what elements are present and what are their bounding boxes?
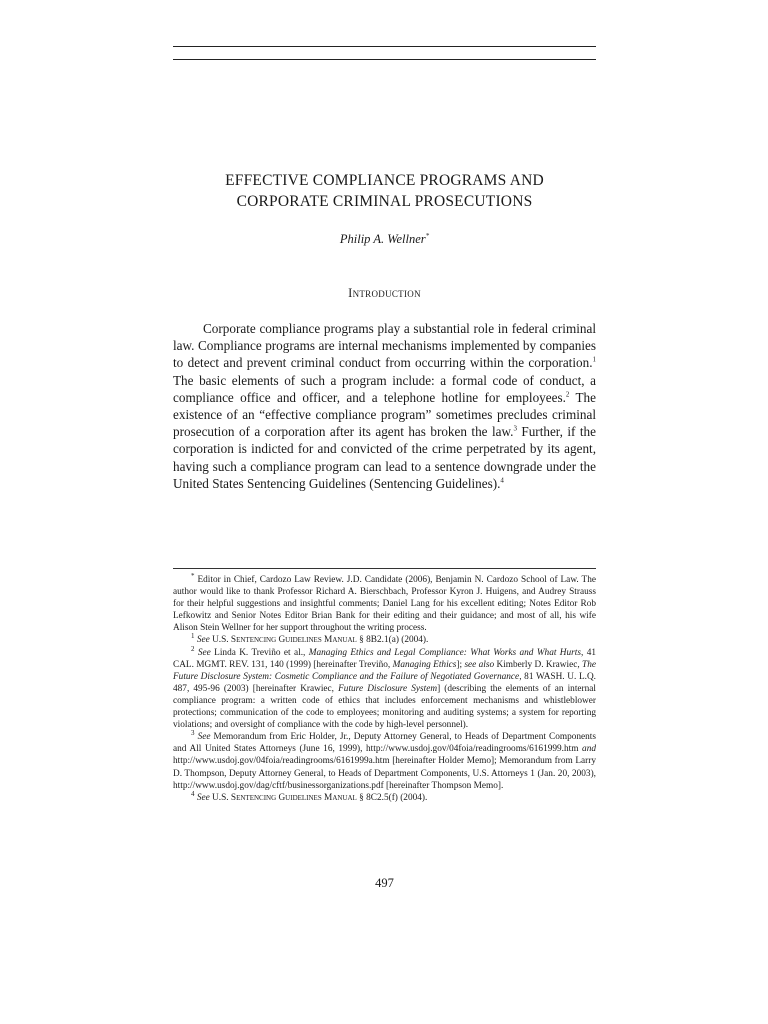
footnote-italic: Managing Ethics [392, 659, 457, 670]
footnote-text: , 41 CAL. MGMT. REV. 131, 140 (1999) [hereinafter Treviño, [173, 647, 596, 670]
footnote-author [173, 571, 596, 634]
footnote-2 [173, 644, 597, 732]
introduction-paragraph [173, 320, 596, 492]
footnote-text: Memorandum from Eric Holder, Jr., Deputy Attorney General, to Heads of Department Components and All United States Attorneys (June 16, 1999), http://www.usdoj.gov/04foia/readingrooms/6161999.htm [173, 732, 596, 755]
footnote-italic: and [582, 744, 596, 755]
page-number: 497 [375, 876, 394, 890]
footnote-number: 2 [191, 644, 195, 653]
signal-see: See [197, 647, 211, 658]
footnote-italic: Managing Ethics and Legal Compliance: What Works and What Hurts [308, 647, 581, 658]
body-text-2: The basic elements of such a program include: a formal code of conduct, a compliance office and officer, and a telephone hotline for employees. [173, 372, 596, 405]
footnote-text: Linda K. Treviño et al., [210, 647, 309, 658]
footnote-text: ] (describing the elements of an internal compliance program: a written code of ethics that includes enforcement mechanisms and whistleblower protections; communication of the code to employees; monitoring and auditing systems; a system for reporting violations; and oversight of compliance with the code by high-level personnel). [173, 683, 596, 731]
footnote-text: § 8C2.5(f) (2004). [356, 792, 428, 803]
footnote-text: Editor in Chief, Cardozo Law Review. J.D. Candidate (2006), Benjamin N. Cardozo School of Law. The author would like to thank Professor Richard A. Bierschbach, Professor Kyron J. Huigens, and Audrey Strauss for their helpful suggestions and insightful comments; Daniel Lang for his excellent editing; Notes Editor Rob Lefkowitz and Senior Notes Editor Brian Bank for their editing and their guidance; and most of all, his wife Alison Stein Wellner for her support throughout the writing process. [173, 575, 596, 634]
footnote-number: 3 [191, 729, 195, 738]
footnote-italic: see also [464, 659, 495, 670]
footnote-small-caps: Sentencing Guidelines Manual [230, 635, 357, 646]
body-text-4: Further, if the corporation is indicted for and convicted of the crime perpetrated by its agent, having such a compliance program can lead to a sentence downgrade under the United States Sentencing Guidelines (Sentencing Guidelines). [173, 424, 596, 491]
title-line-2: CORPORATE CRIMINAL PROSECUTIONS [236, 193, 533, 210]
signal-see: See [196, 792, 210, 803]
footnote-1 [173, 634, 596, 646]
footnote-ref-1: 1 [592, 356, 596, 365]
body-text-3: The existence of an “effective compliance program” sometimes precludes criminal prosecution of a corporation after its agent has broken the law. [173, 389, 596, 440]
footnote-3 [173, 731, 596, 791]
footnote-4 [173, 789, 596, 804]
footnotes [173, 571, 597, 804]
footnote-mark: * [191, 571, 195, 580]
header-rule-bottom [173, 59, 596, 60]
footnote-number: 4 [191, 789, 195, 798]
header-rule-top [173, 46, 596, 47]
footnote-ref-3: 3 [513, 424, 517, 433]
footnote-text: § 8B2.1(a) (2004). [356, 635, 429, 646]
footnote-small-caps: Sentencing Guidelines Manual [230, 792, 357, 803]
footnote-italic: Future Disclosure System [338, 683, 438, 694]
section-heading: Introduction [348, 286, 421, 300]
body-text-1: Corporate compliance programs play a substantial role in federal criminal law. Compliance programs are internal mechanisms implemented by companies to detect and prevent criminal conduct from occurring within the corporation. [173, 321, 596, 371]
footnote-ref-2: 2 [565, 390, 570, 399]
signal-see: See [197, 732, 211, 743]
footnote-text: , 81 WASH. U. L.Q. 487, 495-96 (2003) [hereinafter Krawiec, [173, 671, 597, 694]
footnote-separator [173, 568, 596, 569]
article-title [173, 170, 596, 212]
author-footnote-mark: * [425, 231, 430, 240]
author-name: Philip A. Wellner [339, 232, 426, 246]
footnote-text: U.S. [212, 635, 231, 646]
footnote-text: Kimberly D. Krawiec, [494, 659, 583, 670]
footnote-ref-4: 4 [500, 476, 504, 485]
footnote-number: 1 [191, 632, 195, 641]
footnote-text: ]; [456, 659, 465, 670]
footnote-italic: The Future Disclosure System: Cosmetic Compliance and the Failure of Negotiated Governance [173, 659, 596, 682]
signal-see: See [196, 635, 210, 646]
author-line [173, 232, 596, 247]
footnote-text: U.S. [209, 792, 231, 803]
title-line-1: EFFECTIVE COMPLIANCE PROGRAMS AND [225, 172, 544, 189]
footnote-text: http://www.usdoj.gov/04foia/readingrooms/6161999a.htm [hereinafter Holder Memo]; Memorandum from Larry D. Thompson, Deputy Attorney General, to Heads of Department Components, U.S. Attorneys 1 (Jan. 20, 2003), http://www.usdoj.gov/dag/cftf/businessorganizations.pdf [hereinafter Thompson Memo]. [173, 756, 596, 791]
